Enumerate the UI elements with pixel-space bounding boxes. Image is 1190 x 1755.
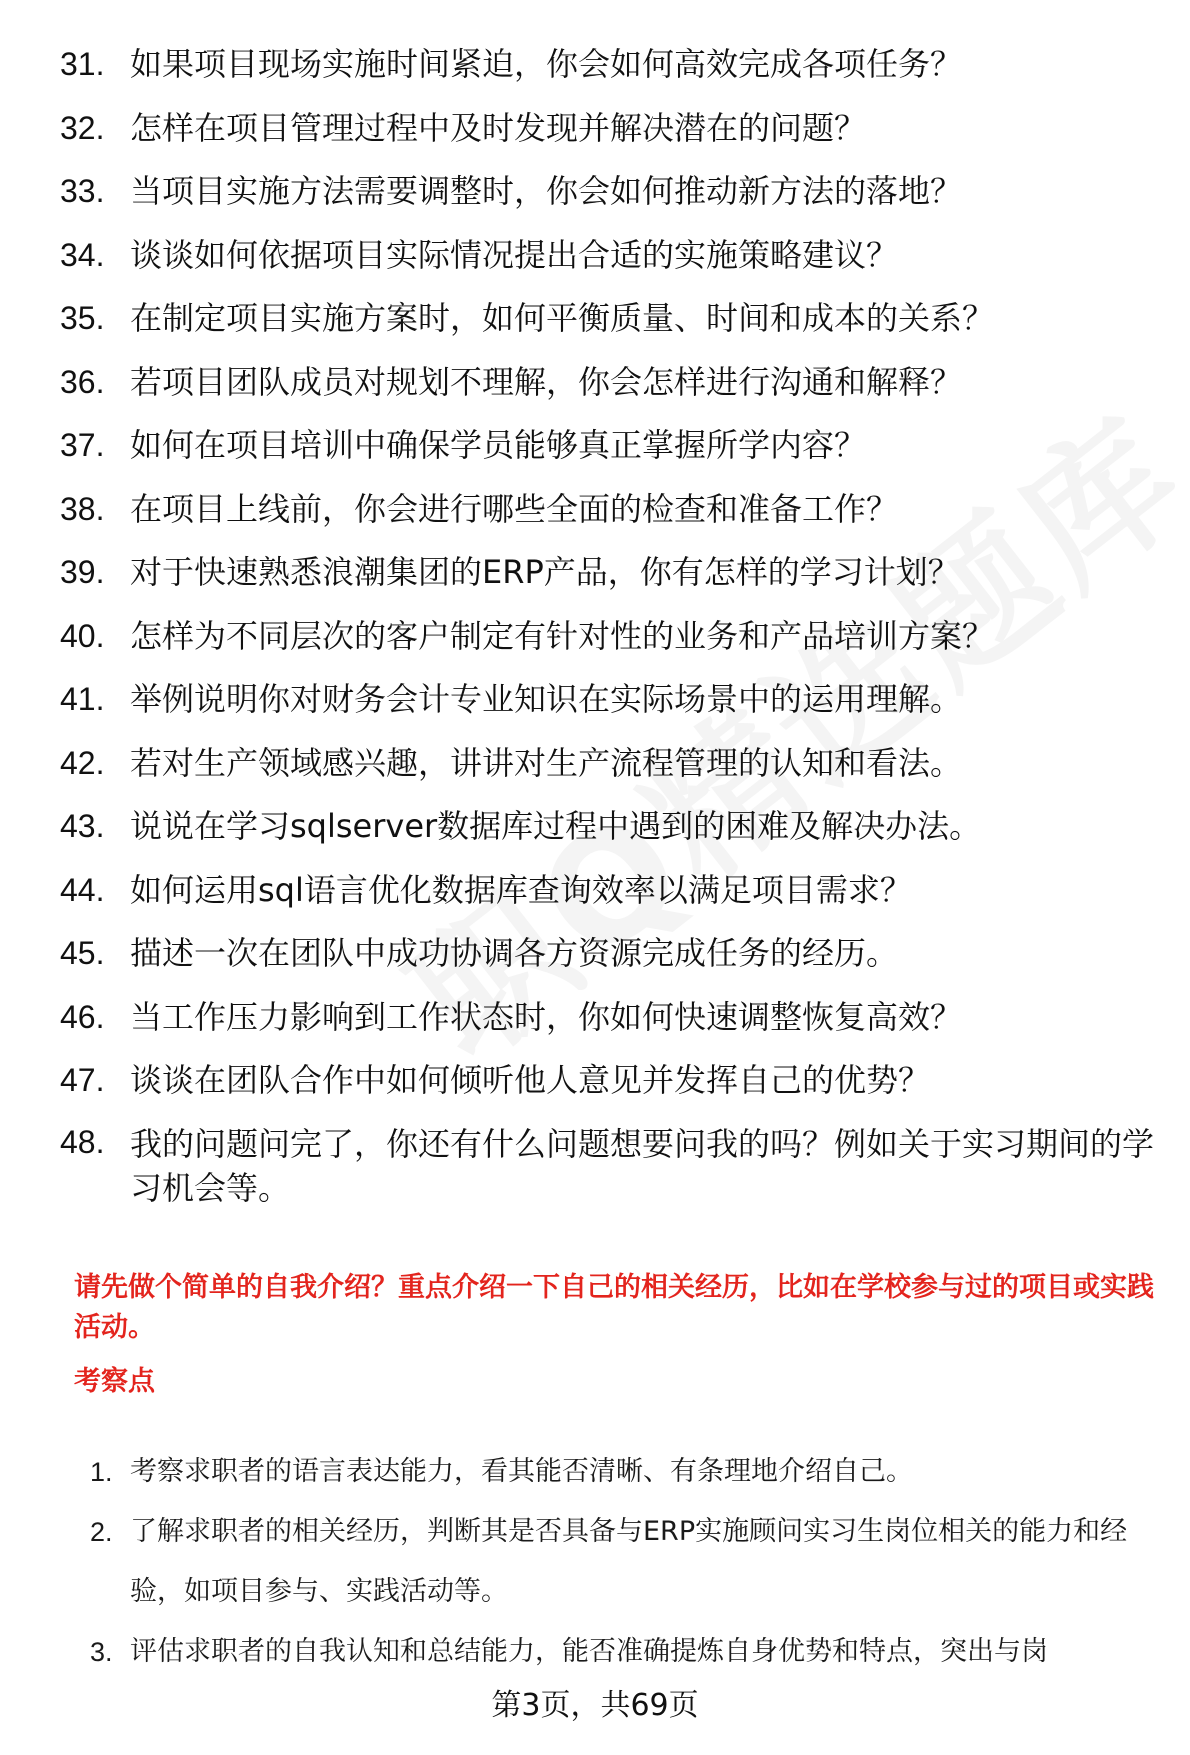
question-text: 当项目实施方法需要调整时，你会如何推动新方法的落地？: [130, 172, 963, 210]
section-heading-assessment-points: 考察点: [74, 1366, 155, 1397]
question-text: 怎样在项目管理过程中及时发现并解决潜在的问题？: [130, 108, 867, 147]
point-text: 了解求职者的相关经历，判断其是否具备与ERP实施顾问实习生岗位相关的能力和经验，如项目参与、实践活动等。: [130, 1516, 1128, 1607]
point-number: 1.: [90, 1457, 113, 1487]
question-number: 39.: [60, 554, 105, 590]
question-number: 42.: [60, 744, 105, 781]
question-number: 33.: [60, 173, 105, 209]
question-text: 举例说明你对财务会计专业知识在实际场景中的运用理解。: [130, 680, 963, 718]
question-number: 41.: [60, 681, 105, 717]
question-text: 如果项目现场实施时间紧迫，你会如何高效完成各项任务？: [130, 45, 963, 83]
question-item: [60, 679, 1170, 719]
question-text: 若对生产领域感兴趣，讲讲对生产流程管理的认知和看法。: [130, 743, 963, 782]
question-number: 45.: [60, 935, 105, 971]
question-item: [60, 235, 1170, 275]
question-number: 44.: [60, 871, 105, 908]
point-number: 3.: [90, 1637, 113, 1667]
point-text: 评估求职者的自我认知和总结能力，能否准确提炼自身优势和特点，突出与岗: [130, 1636, 1048, 1667]
question-item: [60, 1122, 1170, 1210]
question-text: 若项目团队成员对规划不理解，你会怎样进行沟通和解释？: [130, 362, 963, 401]
question-item: [60, 616, 1170, 656]
question-number: 34.: [60, 236, 105, 273]
question-item: [60, 997, 1170, 1037]
question-number: 47.: [60, 1062, 105, 1098]
question-number: 37.: [60, 427, 105, 463]
question-text: 怎样为不同层次的客户制定有针对性的业务和产品培训方案？: [130, 616, 995, 655]
question-item: [60, 362, 1170, 402]
question-list: [60, 44, 1170, 1233]
question-item: [60, 489, 1170, 529]
question-item: [60, 1060, 1170, 1100]
featured-interview-question: 请先做个简单的自我介绍？重点介绍一下自己的相关经历，比如在学校参与过的项目或实践活动。: [74, 1272, 1154, 1343]
question-text: 当工作压力影响到工作状态时，你如何快速调整恢复高效？: [130, 997, 963, 1036]
question-text: 谈谈如何依据项目实际情况提出合适的实施策略建议？: [130, 235, 899, 274]
question-item: [60, 44, 1170, 84]
question-text: 描述一次在团队中成功协调各方资源完成任务的经历。: [130, 934, 899, 972]
question-number: 40.: [60, 617, 105, 654]
question-number: 32.: [60, 109, 105, 146]
question-item: [60, 108, 1170, 148]
assessment-point: [90, 1622, 1170, 1682]
question-text: 说说在学习sqlserver数据库过程中遇到的困难及解决办法。: [130, 807, 982, 845]
question-item: [60, 933, 1170, 973]
question-number: 31.: [60, 46, 105, 82]
question-text: 我的问题问完了，你还有什么问题想要问我的吗？例如关于实习期间的学习机会等。: [130, 1124, 1155, 1207]
question-number: 43.: [60, 808, 105, 844]
question-text: 在制定项目实施方案时，如何平衡质量、时间和成本的关系？: [130, 299, 995, 337]
question-text: 谈谈在团队合作中如何倾听他人意见并发挥自己的优势？: [130, 1061, 931, 1099]
question-item: [60, 425, 1170, 465]
question-item: [60, 870, 1170, 910]
question-number: 35.: [60, 300, 105, 336]
question-item: [60, 806, 1170, 846]
assessment-point-list: [90, 1442, 1170, 1682]
question-text: 对于快速熟悉浪潮集团的ERP产品，你有怎样的学习计划？: [130, 553, 960, 591]
assessment-point: [90, 1442, 1170, 1502]
question-number: 38.: [60, 490, 105, 527]
question-text: 在项目上线前，你会进行哪些全面的检查和准备工作？: [130, 489, 899, 528]
point-number: 2.: [90, 1517, 113, 1547]
question-number: 48.: [60, 1123, 105, 1160]
question-item: [60, 298, 1170, 338]
point-text: 考察求职者的语言表达能力，看其能否清晰、有条理地介绍自己。: [130, 1456, 913, 1487]
question-number: 46.: [60, 998, 105, 1035]
page-footer-pagination: 第3页，共69页: [491, 1688, 699, 1723]
question-text: 如何在项目培训中确保学员能够真正掌握所学内容？: [130, 426, 867, 464]
question-item: [60, 171, 1170, 211]
question-item: [60, 743, 1170, 783]
question-text: 如何运用sql语言优化数据库查询效率以满足项目需求？: [130, 870, 912, 909]
assessment-point: [90, 1502, 1170, 1622]
question-number: 36.: [60, 363, 105, 400]
question-item: [60, 552, 1170, 592]
